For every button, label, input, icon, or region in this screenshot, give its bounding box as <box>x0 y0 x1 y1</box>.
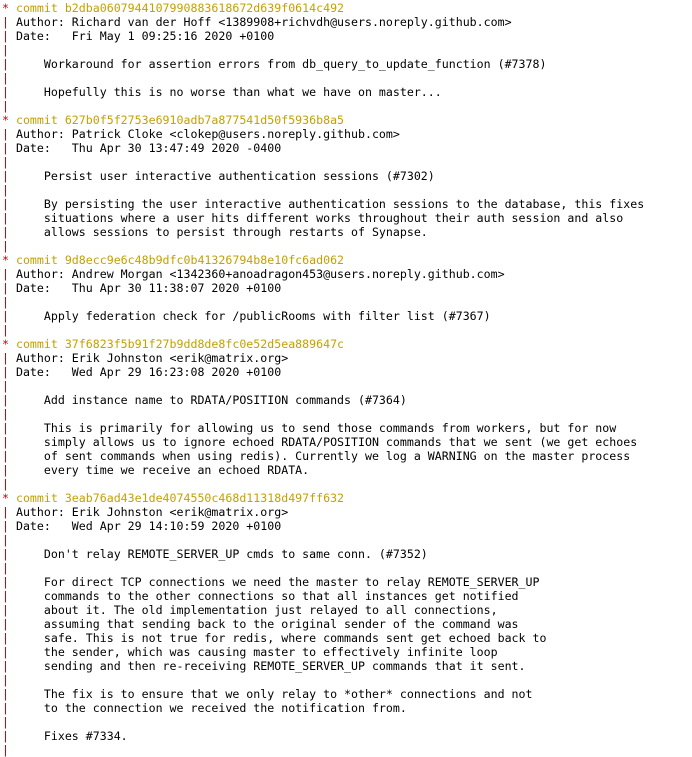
graph-continuation-marker: | <box>2 169 16 183</box>
graph-continuation-marker: | <box>2 477 16 491</box>
log-line-message <box>2 603 692 617</box>
log-text: Persist user interactive authentication sessions (#7302) <box>15 169 435 183</box>
log-text: commit 627b0f5f2753e6910adb7a877541d50f5936b8a5 <box>15 113 345 127</box>
log-line-message <box>2 169 692 183</box>
log-text: about it. The old implementation just relayed to all connections, <box>15 603 498 617</box>
log-line-message <box>2 435 692 449</box>
log-line-blank <box>2 323 692 337</box>
log-text: Workaround for assertion errors from db_query_to_update_function (#7378) <box>15 57 547 71</box>
log-line-blank <box>2 715 692 729</box>
log-line-blank <box>2 533 692 547</box>
log-text: Fixes #7334. <box>15 729 128 743</box>
graph-continuation-marker: | <box>2 407 16 421</box>
log-text: Date: Wed Apr 29 16:23:08 2020 +0100 <box>15 365 282 379</box>
graph-commit-marker: * <box>2 491 16 505</box>
log-line-message <box>2 729 692 743</box>
log-line-commit-hash <box>2 253 692 267</box>
graph-continuation-marker: | <box>2 645 16 659</box>
graph-continuation-marker: | <box>2 449 16 463</box>
log-line-message <box>2 631 692 645</box>
log-line-message <box>2 589 692 603</box>
log-line-message <box>2 309 692 323</box>
log-text: Don't relay REMOTE_SERVER_UP cmds to same conn. (#7352) <box>15 547 428 561</box>
log-text: Date: Wed Apr 29 14:10:59 2020 +0100 <box>15 519 282 533</box>
graph-continuation-marker: | <box>2 43 16 57</box>
graph-continuation-marker: | <box>2 701 16 715</box>
log-text: By persisting the user interactive authentication sessions to the database, this fixes <box>15 197 645 211</box>
log-line-message <box>2 617 692 631</box>
log-line-blank <box>2 99 692 113</box>
log-text: assuming that sending back to the original sender of the command was <box>15 617 519 631</box>
graph-continuation-marker: | <box>2 393 16 407</box>
log-line-blank <box>2 295 692 309</box>
graph-continuation-marker: | <box>2 15 16 29</box>
graph-continuation-marker: | <box>2 267 16 281</box>
graph-continuation-marker: | <box>2 631 16 645</box>
log-line-message <box>2 701 692 715</box>
log-line-date <box>2 29 692 43</box>
log-line-author <box>2 15 692 29</box>
log-text: Add instance name to RDATA/POSITION commands (#7364) <box>15 393 407 407</box>
log-text: every time we receive an echoed RDATA. <box>15 463 310 477</box>
log-line-date <box>2 365 692 379</box>
log-text: to the connection we received the notification from. <box>15 701 407 715</box>
graph-continuation-marker: | <box>2 561 16 575</box>
graph-continuation-marker: | <box>2 687 16 701</box>
log-text: the sender, which was causing master to effectively infinite loop <box>15 645 498 659</box>
log-line-message <box>2 85 692 99</box>
log-line-message <box>2 421 692 435</box>
graph-continuation-marker: | <box>2 309 16 323</box>
graph-continuation-marker: | <box>2 225 16 239</box>
log-text: commit 9d8ecc9e6c48b9dfc0b41326794b8e10fc6ad062 <box>15 253 345 267</box>
log-text: Author: Andrew Morgan <1342360+anoadragon453@users.noreply.github.com> <box>15 267 505 281</box>
log-line-message <box>2 211 692 225</box>
graph-continuation-marker: | <box>2 29 16 43</box>
graph-continuation-marker: | <box>2 141 16 155</box>
log-text: safe. This is not true for redis, where commands sent get echoed back to <box>15 631 547 645</box>
graph-continuation-marker: | <box>2 295 16 309</box>
graph-continuation-marker: | <box>2 57 16 71</box>
log-text: Author: Patrick Cloke <clokep@users.noreply.github.com> <box>15 127 400 141</box>
graph-continuation-marker: | <box>2 127 16 141</box>
log-line-message <box>2 449 692 463</box>
log-line-commit-hash <box>2 113 692 127</box>
log-line-commit-hash <box>2 1 692 15</box>
log-text: This is primarily for allowing us to send those commands from workers, but for now <box>15 421 617 435</box>
graph-continuation-marker: | <box>2 463 16 477</box>
graph-continuation-marker: | <box>2 239 16 253</box>
log-line-date <box>2 141 692 155</box>
graph-continuation-marker: | <box>2 197 16 211</box>
log-line-blank <box>2 477 692 491</box>
log-text: situations where a user hits different works throughout their auth session and also <box>15 211 624 225</box>
log-text: Date: Thu Apr 30 11:38:07 2020 +0100 <box>15 281 282 295</box>
log-line-blank <box>2 239 692 253</box>
log-line-blank <box>2 155 692 169</box>
graph-continuation-marker: | <box>2 617 16 631</box>
log-text: allows sessions to persist through restarts of Synapse. <box>15 225 428 239</box>
log-line-blank <box>2 407 692 421</box>
log-line-author <box>2 351 692 365</box>
graph-continuation-marker: | <box>2 71 16 85</box>
log-line-message <box>2 547 692 561</box>
log-text: Apply federation check for /publicRooms with filter list (#7367) <box>15 309 491 323</box>
log-line-message <box>2 393 692 407</box>
graph-continuation-marker: | <box>2 547 16 561</box>
graph-commit-marker: * <box>2 253 16 267</box>
log-line-blank <box>2 71 692 85</box>
log-line-message <box>2 57 692 71</box>
log-line-message <box>2 225 692 239</box>
log-line-author <box>2 505 692 519</box>
graph-commit-marker: * <box>2 337 16 351</box>
graph-continuation-marker: | <box>2 743 16 757</box>
log-line-blank <box>2 743 692 757</box>
log-line-commit-hash <box>2 491 692 505</box>
graph-continuation-marker: | <box>2 323 16 337</box>
graph-continuation-marker: | <box>2 715 16 729</box>
log-line-blank <box>2 673 692 687</box>
log-line-message <box>2 197 692 211</box>
graph-continuation-marker: | <box>2 659 16 673</box>
graph-continuation-marker: | <box>2 589 16 603</box>
log-text: sending and then re-receiving REMOTE_SERVER_UP commands that it sent. <box>15 659 526 673</box>
graph-continuation-marker: | <box>2 183 16 197</box>
graph-continuation-marker: | <box>2 379 16 393</box>
graph-continuation-marker: | <box>2 673 16 687</box>
log-line-blank <box>2 183 692 197</box>
log-line-blank <box>2 561 692 575</box>
log-text: Author: Richard van der Hoff <1389908+richvdh@users.noreply.github.com> <box>15 15 512 29</box>
graph-continuation-marker: | <box>2 729 16 743</box>
log-text: For direct TCP connections we need the master to relay REMOTE_SERVER_UP <box>15 575 540 589</box>
log-line-message <box>2 645 692 659</box>
log-text: commit 37f6823f5b91f27b9dd8de8fc0e52d5ea889647c <box>15 337 345 351</box>
log-line-commit-hash <box>2 337 692 351</box>
log-text: commit 3eab76ad43e1de4074550c468d11318d497ff632 <box>15 491 345 505</box>
log-line-date <box>2 519 692 533</box>
graph-continuation-marker: | <box>2 351 16 365</box>
graph-continuation-marker: | <box>2 281 16 295</box>
log-line-message <box>2 575 692 589</box>
log-text: Author: Erik Johnston <erik@matrix.org> <box>15 505 289 519</box>
graph-continuation-marker: | <box>2 505 16 519</box>
graph-continuation-marker: | <box>2 603 16 617</box>
graph-continuation-marker: | <box>2 533 16 547</box>
graph-continuation-marker: | <box>2 519 16 533</box>
log-line-blank <box>2 43 692 57</box>
graph-continuation-marker: | <box>2 155 16 169</box>
log-text: Author: Erik Johnston <erik@matrix.org> <box>15 351 289 365</box>
log-line-author <box>2 127 692 141</box>
log-text: commit b2dba0607944107990883618672d639f0614c492 <box>15 1 345 15</box>
log-line-author <box>2 267 692 281</box>
graph-commit-marker: * <box>2 113 16 127</box>
log-line-message <box>2 687 692 701</box>
graph-continuation-marker: | <box>2 365 16 379</box>
log-line-blank <box>2 379 692 393</box>
log-text: commands to the other connections so that all instances get notified <box>15 589 519 603</box>
graph-continuation-marker: | <box>2 211 16 225</box>
graph-commit-marker: * <box>2 1 16 15</box>
graph-continuation-marker: | <box>2 85 16 99</box>
graph-continuation-marker: | <box>2 575 16 589</box>
log-line-message <box>2 463 692 477</box>
log-line-date <box>2 281 692 295</box>
log-text: Date: Fri May 1 09:25:16 2020 +0100 <box>15 29 275 43</box>
log-line-message <box>2 659 692 673</box>
log-text: Hopefully this is no worse than what we have on master... <box>15 85 442 99</box>
graph-continuation-marker: | <box>2 421 16 435</box>
log-text: simply allows us to ignore echoed RDATA/POSITION commands that we sent (we get echoes <box>15 435 638 449</box>
graph-continuation-marker: | <box>2 435 16 449</box>
log-text: Date: Thu Apr 30 13:47:49 2020 -0400 <box>15 141 282 155</box>
log-text: of sent commands when using redis). Currently we log a WARNING on the master process <box>15 449 631 463</box>
log-text: The fix is to ensure that we only relay to *other* connections and not <box>15 687 533 701</box>
graph-continuation-marker: | <box>2 99 16 113</box>
